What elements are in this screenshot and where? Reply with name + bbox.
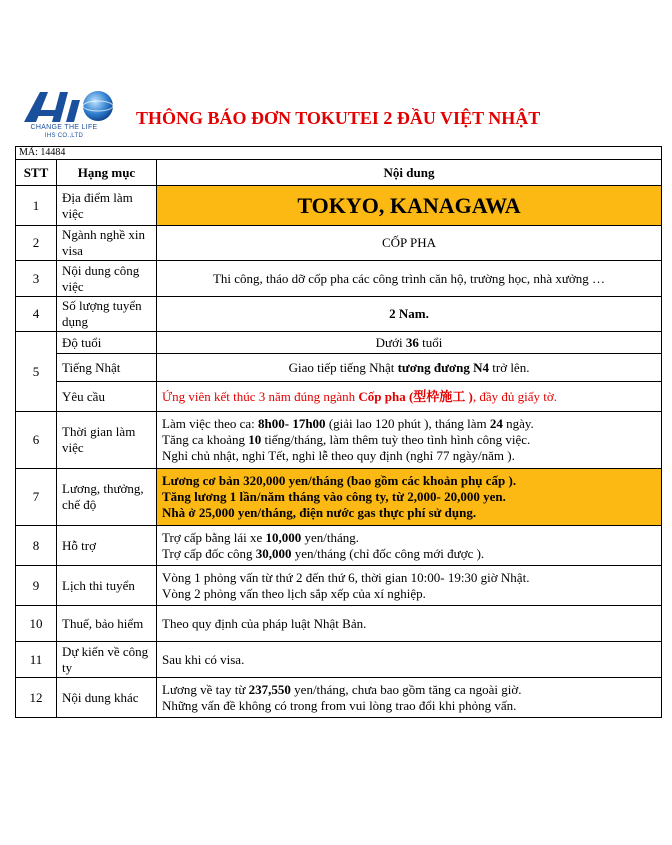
age-value: 36	[405, 334, 419, 350]
table-row	[16, 297, 662, 332]
row-label: Thời gian làm việc	[57, 412, 157, 469]
ihs-logo-mark	[22, 88, 118, 128]
logo-tagline	[24, 124, 104, 140]
age-requirement	[157, 332, 662, 354]
hours-line-1: Làm việc theo ca: 8h00- 17h00 (giải lao 120 phút ), tháng làm 24 ngày.	[162, 416, 534, 431]
other-notes	[157, 678, 662, 718]
notes-line-2: Những vấn đề không có trong from vui lòng trao đổi khi phỏng vấn.	[162, 697, 517, 713]
row-label: Yêu cầu	[57, 382, 157, 412]
row-label: Số lượng tuyển dụng	[57, 297, 157, 332]
interview-line-1: Vòng 1 phỏng vấn từ thứ 2 đến thứ 6, thời gian 10:00- 19:30 giờ Nhật.	[162, 569, 530, 585]
header-row	[16, 160, 662, 186]
salary-benefits	[157, 469, 662, 526]
hours-line-3: Nghỉ chủ nhật, nghỉ Tết, nghỉ lễ theo quy định (nghỉ 77 ngày/năm ).	[162, 448, 515, 463]
row-label: Lương, thưởng, chế độ	[57, 469, 157, 526]
jp-text-end: trở lên.	[489, 359, 530, 375]
job-description: Thi công, tháo dỡ cốp pha các công trình căn hộ, trường học, nhà xưởng …	[157, 261, 662, 297]
row-number: 3	[16, 261, 57, 297]
interview-line-2: Vòng 2 phỏng vấn theo lịch sắp xếp của xí nghiệp.	[162, 585, 426, 601]
row-number: 11	[16, 642, 57, 678]
row-label: Tiếng Nhật	[57, 354, 157, 382]
salary-line-2: Tăng lương 1 lần/năm tháng vào công ty, từ 2,000- 20,000 yen.	[162, 489, 506, 504]
company-logo	[22, 88, 118, 146]
row-label: Địa điểm làm việc	[57, 186, 157, 226]
row-label: Dự kiến về công ty	[57, 642, 157, 678]
row-label: Độ tuổi	[57, 332, 157, 354]
salary-line-1: Lương cơ bản 320,000 yen/tháng (bao gồm các khoản phụ cấp ).	[162, 473, 517, 488]
row-label: Nội dung khác	[57, 678, 157, 718]
row-number: 2	[16, 226, 57, 261]
expected-start: Sau khi có visa.	[157, 642, 662, 678]
table-row	[16, 354, 662, 382]
logo-tagline-text: CHANGE THE LIFE	[30, 124, 98, 131]
header-content: Nội dung	[157, 160, 662, 186]
row-number: 12	[16, 678, 57, 718]
row-label: Thuế, bảo hiểm	[57, 606, 157, 642]
row-number: 7	[16, 469, 57, 526]
candidate-requirement	[157, 382, 662, 412]
row-number: 10	[16, 606, 57, 642]
table-row	[16, 382, 662, 412]
row-number: 6	[16, 412, 57, 469]
row-label: Lịch thi tuyển	[57, 566, 157, 606]
logo-company-text: IHS CO.,LTD	[44, 133, 84, 139]
recruit-count-value: 2 Nam.	[389, 306, 429, 321]
job-code: MÃ: 14484	[16, 147, 662, 160]
req-text: Ứng viên kết thúc 3 năm đúng ngành	[162, 388, 359, 404]
working-hours	[157, 412, 662, 469]
work-location: TOKYO, KANAGAWA	[157, 186, 662, 226]
japanese-requirement	[157, 354, 662, 382]
tax-insurance: Theo quy định của pháp luật Nhật Bản.	[157, 606, 662, 642]
age-unit: tuổi	[418, 334, 443, 350]
row-label: Nội dung công việc	[57, 261, 157, 297]
table-row	[16, 261, 662, 297]
header-stt: STT	[16, 160, 57, 186]
row-number: 5	[16, 332, 57, 412]
row-label: Hỗ trợ	[57, 526, 157, 566]
table-row	[16, 642, 662, 678]
job-table	[15, 146, 662, 718]
table-row	[16, 412, 662, 469]
recruit-count	[157, 297, 662, 332]
hours-line-2: Tăng ca khoảng 10 tiếng/tháng, làm thêm tuỳ theo tình hình công việc.	[162, 432, 531, 447]
row-label: Ngành nghề xin visa	[57, 226, 157, 261]
interview-schedule	[157, 566, 662, 606]
table-row	[16, 606, 662, 642]
header-item: Hạng mục	[57, 160, 157, 186]
jp-text: Giao tiếp tiếng Nhật	[288, 359, 398, 375]
row-number: 8	[16, 526, 57, 566]
allowance-line-1: Trợ cấp bằng lái xe 10,000 yen/tháng.	[162, 529, 360, 545]
jp-level: tương đương N4	[397, 359, 489, 375]
page-title: THÔNG BÁO ĐƠN TOKUTEI 2 ĐẦU VIỆT NHẬT	[136, 108, 541, 128]
table-row	[16, 526, 662, 566]
table-row	[16, 566, 662, 606]
salary-line-3: Nhà ở 25,000 yen/tháng, điện nước gas thực phí sử dụng.	[162, 505, 477, 520]
row-number: 1	[16, 186, 57, 226]
table-row	[16, 186, 662, 226]
req-text-end: , đầy đủ giấy tờ.	[472, 388, 558, 404]
row-number: 4	[16, 297, 57, 332]
table-row	[16, 678, 662, 718]
table-row	[16, 226, 662, 261]
code-row	[16, 147, 662, 160]
allowance-line-2: Trợ cấp đốc công 30,000 yen/tháng (chỉ đốc công mới được ).	[162, 545, 485, 561]
table-row	[16, 332, 662, 354]
allowances	[157, 526, 662, 566]
visa-industry: CỐP PHA	[157, 226, 662, 261]
age-text: Dưới	[375, 334, 406, 350]
table-row	[16, 469, 662, 526]
notes-line-1: Lương về tay từ 237,550 yen/tháng, chưa bao gồm tăng ca ngoài giờ.	[162, 681, 522, 697]
req-trade: Cốp pha (型枠施工 )	[358, 388, 473, 404]
row-number: 9	[16, 566, 57, 606]
